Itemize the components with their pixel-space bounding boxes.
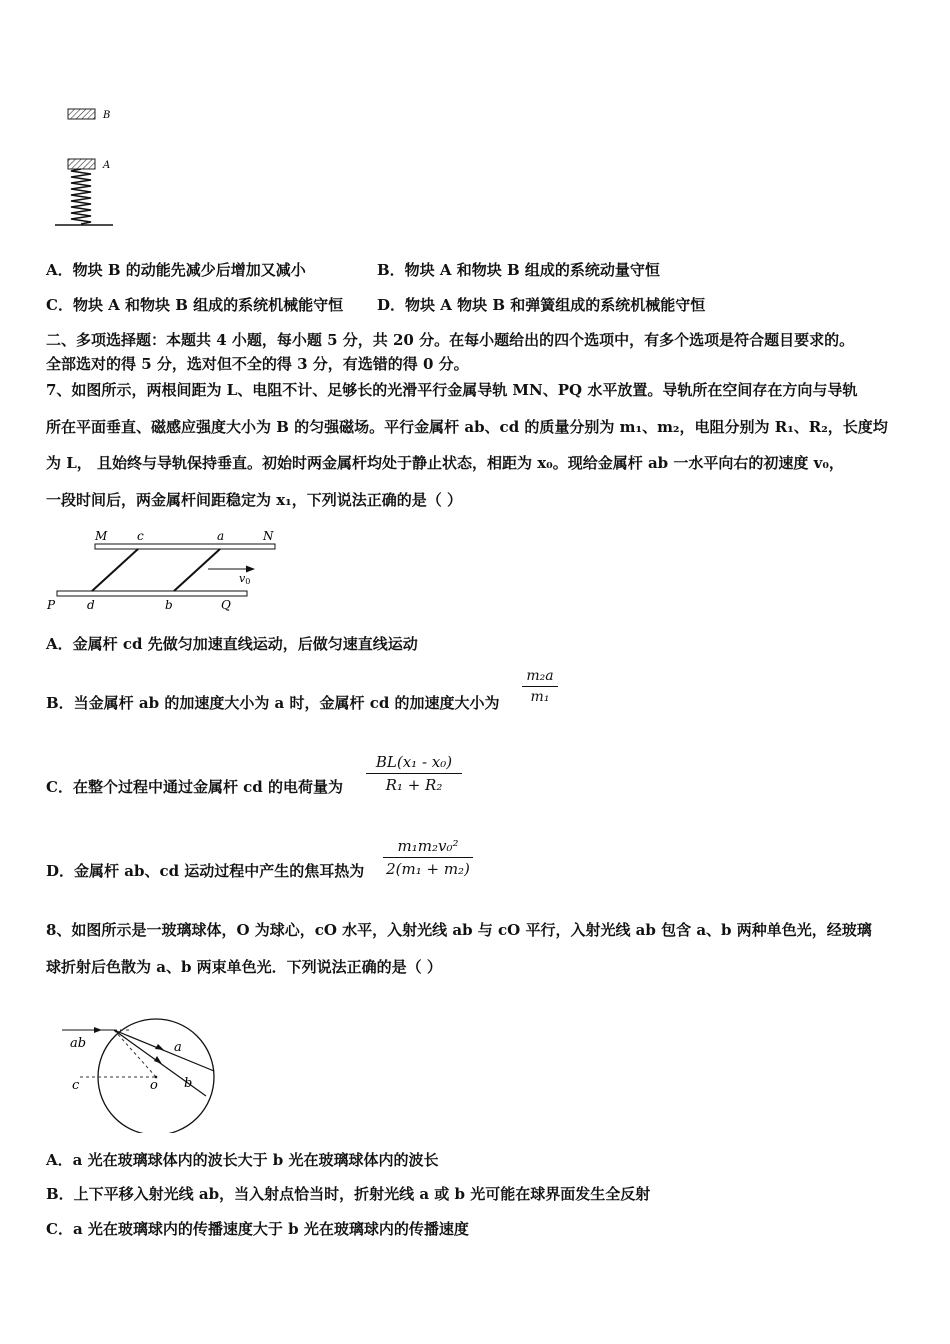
- spring-block-figure: [55, 100, 135, 235]
- label-d: d: [87, 598, 95, 612]
- ray-b-arrowhead: [154, 1056, 162, 1064]
- ray-a-arrowhead: [155, 1044, 164, 1050]
- fraction-bar: [522, 686, 558, 687]
- section2-line1: 二、多项选择题：本题共 4 小题，每小题 5 分，共 20 分。在每小题给出的四个选项中，有多个选项是符合题目要求的。: [46, 331, 855, 349]
- label-ab: ab: [70, 1036, 87, 1051]
- label-b: b: [165, 598, 173, 612]
- rails-figure: [45, 527, 295, 615]
- fraction-denominator: m₁: [530, 689, 550, 705]
- label-block-a: A: [103, 160, 111, 171]
- label-m: M: [95, 529, 108, 543]
- label-c: c: [72, 1078, 80, 1093]
- q6-option-b[interactable]: B．物块 A 和物块 B 组成的系统动量守恒: [377, 261, 660, 279]
- q7-option-d[interactable]: D．金属杆 ab、cd 运动过程中产生的焦耳热为: [46, 862, 365, 880]
- label-b: b: [184, 1076, 193, 1091]
- q7-stem-line4: 一段时间后，两金属杆间距稳定为 x₁，下列说法正确的是（ ）: [46, 491, 462, 509]
- q7-option-b[interactable]: B．当金属杆 ab 的加速度大小为 a 时，金属杆 cd 的加速度大小为: [46, 694, 500, 712]
- section2-line2: 全部选对的得 5 分，选对但不全的得 3 分，有选错的得 0 分。: [46, 355, 469, 373]
- fraction-numerator: m₁m₂v₀²: [397, 837, 459, 855]
- glass-sphere-figure: [60, 1003, 235, 1133]
- spring: [71, 169, 91, 224]
- rod-cd: [92, 549, 138, 591]
- fraction-denominator: 2(m₁ + m₂): [386, 860, 470, 878]
- q7-option-a[interactable]: A．金属杆 cd 先做匀加速直线运动，后做匀速直线运动: [46, 635, 418, 653]
- q8-option-c[interactable]: C．a 光在玻璃球内的传播速度大于 b 光在玻璃球内的传播速度: [46, 1220, 469, 1238]
- rail-pq: [57, 591, 247, 596]
- q8-option-b[interactable]: B．上下平移入射光线 ab，当入射点恰当时，折射光线 a 或 b 光可能在球界面发生全反射: [46, 1185, 651, 1203]
- q7-stem-line2: 所在平面垂直、磁感应强度大小为 B 的匀强磁场。平行金属杆 ab、cd 的质量分别为 m₁、m₂，电阻分别为 R₁、R₂，长度均: [46, 418, 888, 436]
- q6-option-c[interactable]: C．物块 A 和物块 B 组成的系统机械能守恒: [46, 296, 344, 314]
- fraction-bar: [366, 773, 462, 774]
- block-a: [68, 159, 95, 169]
- label-v0: v0: [239, 572, 251, 586]
- block-b: [68, 109, 95, 119]
- q8-stem-line2: 球折射后色散为 a、b 两束单色光．下列说法正确的是（ ）: [46, 958, 442, 976]
- fraction-numerator: m₂a: [526, 668, 554, 684]
- label-o: o: [150, 1078, 158, 1093]
- q7-option-b-fraction: [522, 668, 558, 705]
- q8-stem-line1: 8、如图所示是一玻璃球体，O 为球心，cO 水平，入射光线 ab 与 cO 平行，入射光线 ab 包含 a、b 两种单色光，经玻璃: [46, 921, 872, 939]
- q7-option-c[interactable]: C．在整个过程中通过金属杆 cd 的电荷量为: [46, 778, 344, 796]
- q7-option-d-fraction: [383, 837, 473, 878]
- rod-ab: [174, 549, 220, 591]
- rail-mn: [95, 544, 275, 549]
- fraction-denominator: R₁ + R₂: [385, 776, 443, 794]
- fraction-bar: [383, 857, 473, 858]
- q7-stem-line1: 7、如图所示，两根间距为 L、电阻不计、足够长的光滑平行金属导轨 MN、PQ 水平放置。导轨所在空间存在方向与导轨: [46, 381, 858, 399]
- label-p: P: [47, 598, 56, 612]
- label-c: c: [137, 529, 144, 543]
- refracted-ray-a: [114, 1030, 214, 1071]
- incident-arrowhead: [94, 1027, 102, 1033]
- q8-option-a[interactable]: A．a 光在玻璃球体内的波长大于 b 光在玻璃球体内的波长: [46, 1151, 439, 1169]
- q6-option-d[interactable]: D．物块 A 物块 B 和弹簧组成的系统机械能守恒: [377, 296, 706, 314]
- fraction-numerator: BL(x₁ - x₀): [375, 753, 453, 771]
- label-a: a: [174, 1040, 182, 1055]
- label-n: N: [263, 529, 274, 543]
- q7-stem-line3: 为 L， 且始终与导轨保持垂直。初始时两金属杆均处于静止状态，相距为 x₀。现给金属杆 ab 一水平向右的初速度 v₀，: [46, 454, 844, 472]
- q6-option-a[interactable]: A．物块 B 的动能先减少后增加又减小: [46, 261, 306, 279]
- label-q: Q: [221, 598, 231, 612]
- q7-option-c-fraction: [366, 753, 462, 794]
- velocity-arrowhead: [246, 566, 255, 573]
- label-block-b: B: [103, 110, 111, 121]
- label-a: a: [217, 529, 225, 543]
- normal-dashed: [114, 1030, 156, 1077]
